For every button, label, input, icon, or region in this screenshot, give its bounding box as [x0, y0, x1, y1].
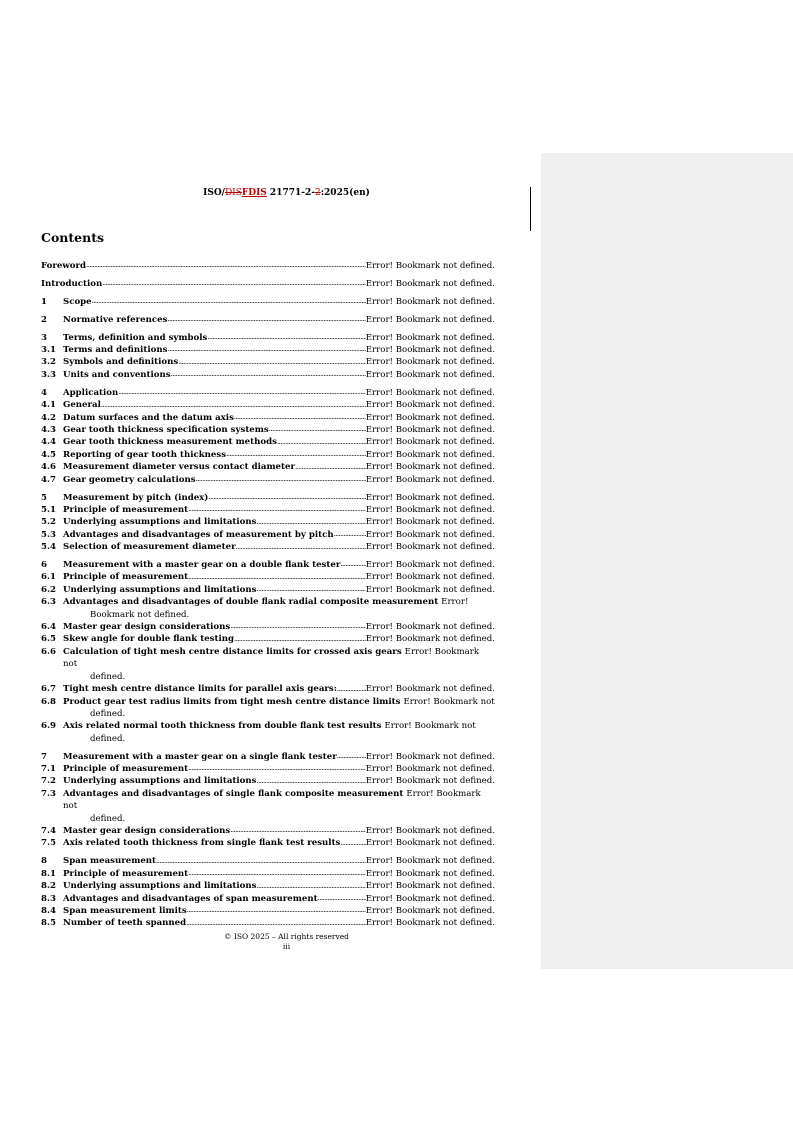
toc-entry[interactable] — [41, 461, 495, 473]
toc-entry-page-ref-continued: Bookmark not defined. — [90, 609, 190, 620]
toc-entry-number: 5.4 — [41, 542, 56, 553]
toc-entry-page-ref: Error! Bookmark not defined. — [365, 906, 495, 916]
toc-entry-number: 2 — [41, 314, 47, 325]
toc-entry-page-ref: Error! Bookmark not defined. — [365, 751, 495, 762]
toc-entry-page-ref: Error! Bookmark not defined. — [365, 474, 495, 485]
toc-entry-title: Tight mesh centre distance limits for parallel axis gears: — [63, 684, 337, 695]
toc-entry-page-ref: Error! Bookmark not defined. — [365, 332, 495, 343]
toc-entry-page-ref: Error! Bookmark not defined. — [365, 400, 495, 411]
toc-entry[interactable] — [41, 412, 495, 424]
toc-entry[interactable] — [41, 260, 495, 272]
toc-entry-number: 7 — [41, 751, 47, 762]
toc-entry-page-ref: Error! Bookmark not defined. — [365, 584, 495, 595]
toc-entry[interactable] — [41, 399, 495, 411]
toc-entry-page-ref: Error! Bookmark not defined. — [365, 357, 495, 368]
toc-entry[interactable] — [41, 332, 495, 344]
toc-entry-number: 8 — [41, 856, 47, 867]
toc-entry-page-ref: Error! Bookmark not defined. — [365, 424, 495, 435]
toc-entry-title: Calculation of tight mesh centre distance limits for crossed axis gears — [63, 646, 402, 657]
toc-entry[interactable] — [41, 314, 495, 326]
toc-leader-dots — [178, 357, 366, 369]
toc-entry-number: 6.8 — [41, 696, 56, 707]
toc-entry-title: Measurement with a master gear on a single flank tester — [63, 751, 337, 762]
toc-entry[interactable] — [41, 516, 495, 528]
toc-entry-page-ref: Error! Bookmark not defined. — [365, 437, 495, 448]
toc-entry[interactable] — [41, 621, 495, 633]
toc-leader-dots — [92, 296, 366, 308]
toc-leader-dots — [207, 332, 365, 344]
toc-entry[interactable] — [41, 775, 495, 787]
toc-entry-title: General — [63, 400, 101, 411]
toc-entry-title: Master gear design considerations — [63, 622, 231, 633]
toc-entry-number: 7.4 — [41, 826, 56, 837]
toc-entry-page-ref: Error! Bookmark not defined. — [365, 517, 495, 528]
toc-entry-title: Symbols and definitions — [63, 357, 179, 368]
toc-leader-dots — [118, 387, 366, 399]
toc-leader-dots — [269, 424, 366, 436]
toc-entry-title: Gear tooth thickness measurement methods — [63, 437, 277, 448]
toc-entry[interactable] — [41, 559, 495, 571]
page-number: iii — [282, 942, 291, 951]
toc-entry-page-ref: Error! Bookmark not defined. — [365, 764, 495, 775]
toc-leader-dots — [337, 751, 366, 763]
toc-entry-title: Advantages and disadvantages of single flank composite measurement — [63, 788, 404, 799]
toc-entry-page-ref: Error! Bookmark not — [63, 788, 481, 812]
toc-leader-dots — [167, 344, 365, 356]
toc-leader-dots — [188, 868, 366, 880]
toc-entry-page-ref: Error! Bookmark not defined. — [365, 492, 495, 503]
toc-entry-number: 4.4 — [41, 437, 56, 448]
toc-entry-title: Measurement with a master gear on a double flank tester — [63, 560, 341, 571]
toc-entry-title: Application — [63, 387, 119, 398]
toc-entry-number: 8.2 — [41, 881, 56, 892]
toc-entry-title: Principle of measurement — [63, 868, 189, 879]
toc-entry-number: 7.5 — [41, 838, 56, 849]
toc-entry-number: 3.3 — [41, 369, 56, 380]
toc-entry[interactable] — [41, 917, 495, 929]
toc-entry-title: Gear geometry calculations — [63, 474, 196, 485]
toc-entry-number: 8.1 — [41, 868, 56, 879]
toc-entry[interactable] — [41, 474, 495, 486]
toc-entry-page-ref: Error! Bookmark not defined. — [365, 856, 495, 867]
toc-entry-number: 7.2 — [41, 776, 56, 787]
toc-entry-title: Advantages and disadvantages of double flank radial composite measurement — [63, 597, 439, 608]
toc-leader-dots — [196, 474, 366, 486]
toc-entry-page-ref: Error! Bookmark not defined. — [365, 918, 495, 929]
toc-leader-dots — [230, 621, 366, 633]
toc-leader-dots — [337, 684, 366, 696]
toc-entry-page-ref-continued: defined. — [90, 733, 126, 744]
toc-entry-title: Selection of measurement diameter — [63, 542, 236, 553]
toc-leader-dots — [340, 559, 365, 571]
toc-leader-dots — [256, 584, 365, 596]
toc-entry-page-ref: Error! Bookmark not defined. — [365, 504, 495, 515]
header-deleted-text: DIS — [224, 188, 242, 198]
toc-leader-dots — [188, 504, 366, 516]
toc-entry-page-ref: Error! Bookmark not defined. — [365, 838, 495, 849]
toc-entry-page-ref: Error! Bookmark not defined. — [365, 634, 495, 645]
toc-entry-page-ref: Error! Bookmark not defined. — [365, 622, 495, 633]
toc-entry-number: 3.2 — [41, 357, 56, 368]
toc-entry-number: 6.9 — [41, 721, 56, 732]
toc-entry-title: Product gear test radius limits from tight mesh centre distance limits — [63, 696, 401, 707]
toc-entry[interactable] — [41, 720, 495, 745]
toc-entry-page-ref: Error! Bookmark not defined. — [365, 412, 495, 423]
toc-entry-page-ref: Error! Bookmark not defined. — [365, 261, 495, 271]
toc-entry[interactable] — [41, 584, 495, 596]
toc-leader-dots — [171, 369, 366, 381]
toc-entry-title: Principle of measurement — [63, 764, 189, 775]
toc-entry-title: Datum surfaces and the datum axis — [63, 412, 234, 423]
toc-entry[interactable] — [41, 596, 495, 621]
toc-entry-page-ref: Error! Bookmark not defined. — [365, 462, 495, 473]
toc-entry-number: 8.5 — [41, 918, 56, 929]
toc-entry-number: 4.2 — [41, 412, 56, 423]
toc-entry-number: 4.1 — [41, 400, 56, 411]
toc-entry-title: Number of teeth spanned — [63, 918, 187, 929]
toc-leader-dots — [102, 278, 366, 290]
toc-entry-page-ref: Error! Bookmark not defined. — [365, 684, 495, 695]
toc-leader-dots — [186, 918, 366, 930]
toc-entry-number: 4.7 — [41, 474, 56, 485]
toc-entry[interactable] — [41, 855, 495, 867]
toc-entry[interactable] — [41, 278, 495, 290]
toc-entry-page-ref: Error! Bookmark not — [384, 721, 476, 732]
toc-entry-title: Master gear design considerations — [63, 826, 231, 837]
toc-entry-number: 6.2 — [41, 584, 56, 595]
toc-entry-page-ref: Error! Bookmark not defined. — [365, 345, 495, 356]
toc-entry[interactable] — [41, 296, 495, 308]
toc-entry-title: Foreword — [41, 261, 87, 271]
toc-entry-title: Advantages and disadvantages of span measurement — [63, 893, 318, 904]
toc-entry[interactable] — [41, 356, 495, 368]
toc-entry-number: 4.5 — [41, 449, 56, 460]
toc-entry-title: Principle of measurement — [63, 572, 189, 583]
toc-entry-number: 3.1 — [41, 345, 56, 356]
toc-entry[interactable] — [41, 529, 495, 541]
toc-entry-number: 4.3 — [41, 424, 56, 435]
toc-entry-title: Axis related tooth thickness from single flank test results — [63, 838, 341, 849]
toc-entry-title: Skew angle for double flank testing — [63, 634, 235, 645]
toc-leader-dots — [86, 260, 366, 272]
toc-entry-page-ref: Error! Bookmark not defined. — [365, 881, 495, 892]
toc-entry-title: Principle of measurement — [63, 504, 189, 515]
toc-entry-title: Underlying assumptions and limitations — [63, 584, 257, 595]
toc-entry-page-ref: Error! Bookmark not — [63, 646, 480, 670]
toc-leader-dots — [156, 856, 366, 868]
toc-entry[interactable] — [41, 788, 495, 825]
toc-leader-dots — [234, 634, 366, 646]
toc-entry-page-ref: Error! Bookmark not — [403, 696, 495, 707]
toc-leader-dots — [256, 776, 365, 788]
toc-entry[interactable] — [41, 504, 495, 516]
toc-entry[interactable] — [41, 868, 495, 880]
toc-entry-page-ref: Error! Bookmark not defined. — [365, 572, 495, 583]
toc-entry-number: 6.4 — [41, 622, 56, 633]
toc-entry-title: Underlying assumptions and limitations — [63, 881, 257, 892]
toc-entry[interactable] — [41, 387, 495, 399]
toc-entry-number: 8.3 — [41, 893, 56, 904]
toc-entry-number: 5.3 — [41, 529, 56, 540]
toc-entry-title: Scope — [63, 296, 92, 307]
toc-entry-page-ref: Error! Bookmark not defined. — [365, 296, 495, 307]
toc-entry-page-ref: Error! Bookmark not defined. — [365, 449, 495, 460]
toc-leader-dots — [236, 542, 366, 554]
toc-leader-dots — [234, 412, 366, 424]
toc-entry[interactable] — [41, 825, 495, 837]
header-prefix: ISO/ — [203, 188, 225, 198]
toc-entry-number: 6 — [41, 560, 47, 571]
toc-leader-dots — [256, 517, 365, 529]
toc-leader-dots — [295, 462, 366, 474]
comment-pane — [541, 153, 793, 969]
toc-entry-title: Measurement diameter versus contact diameter — [63, 462, 295, 473]
toc-entry-number: 3 — [41, 332, 47, 343]
toc-entry-number: 8.4 — [41, 906, 56, 916]
toc-entry-title: Span measurement — [63, 856, 157, 867]
toc-entry-title: Underlying assumptions and limitations — [63, 776, 257, 787]
toc-entry-page-ref: Error! Bookmark not defined. — [365, 529, 495, 540]
toc-entry-number: 6.1 — [41, 572, 56, 583]
toc-entry-number: 6.7 — [41, 684, 56, 695]
header-inserted-text: FDIS — [241, 188, 267, 198]
toc-entry-page-ref-continued: defined. — [90, 708, 126, 719]
toc-entry-number: 6.5 — [41, 634, 56, 645]
page-title: Contents — [41, 230, 105, 245]
toc-leader-dots — [340, 838, 365, 850]
toc-leader-dots — [334, 529, 366, 541]
toc-entry[interactable] — [41, 905, 495, 917]
toc-entry[interactable] — [41, 696, 495, 721]
toc-entry-page-ref: Error! Bookmark not defined. — [365, 868, 495, 879]
toc-entry-page-ref: Error! Bookmark not defined. — [365, 542, 495, 553]
toc-entry-page-ref: Error! Bookmark not defined. — [365, 826, 495, 837]
toc-leader-dots — [230, 825, 366, 837]
toc-entry-page-ref: Error! Bookmark not defined. — [365, 387, 495, 398]
toc-leader-dots — [318, 893, 366, 905]
toc-entry[interactable] — [41, 646, 495, 683]
toc-entry[interactable] — [41, 751, 495, 763]
toc-entry-number: 7.3 — [41, 788, 56, 799]
toc-entry-title: Normative references — [63, 314, 168, 325]
toc-leader-dots — [188, 572, 366, 584]
toc-entry-title: Reporting of gear tooth thickness — [63, 449, 227, 460]
toc-entry-title: Span measurement limits — [63, 906, 187, 916]
toc-entry-number: 4 — [41, 387, 47, 398]
toc-entry-page-ref: Error! Bookmark not defined. — [365, 776, 495, 787]
toc-entry[interactable] — [41, 683, 495, 695]
toc-entry[interactable] — [41, 369, 495, 381]
toc-entry-title: Units and conventions — [63, 369, 171, 380]
toc-entry-number: 5 — [41, 492, 47, 503]
toc-entry-page-ref: Error! Bookmark not defined. — [365, 893, 495, 904]
toc-entry-title: Introduction — [41, 278, 103, 289]
toc-entry-title: Measurement by pitch (index) — [63, 492, 209, 503]
toc-entry[interactable] — [41, 492, 495, 504]
toc-entry-page-ref: Error! Bookmark not defined. — [365, 314, 495, 325]
toc-entry-title: Gear tooth thickness specification systems — [63, 424, 269, 435]
toc-entry-page-ref: Error! Bookmark not defined. — [365, 560, 495, 571]
page-footer — [0, 932, 573, 952]
toc-entry[interactable] — [41, 763, 495, 775]
toc-entry[interactable] — [41, 344, 495, 356]
toc-entry[interactable] — [41, 837, 495, 849]
toc-entry[interactable] — [41, 424, 495, 436]
toc-entry[interactable] — [41, 633, 495, 645]
toc-entry[interactable] — [41, 436, 495, 448]
toc-entry-number: 4.6 — [41, 462, 56, 473]
document-header — [0, 188, 573, 198]
toc-leader-dots — [256, 881, 365, 893]
toc-leader-dots — [277, 437, 366, 449]
header-suffix: :2025(en) — [320, 188, 370, 198]
toc-entry-number: 6.6 — [41, 646, 56, 657]
toc-leader-dots — [226, 449, 366, 461]
toc-entry[interactable] — [41, 893, 495, 905]
toc-entry-title: Terms, definition and symbols — [63, 332, 208, 343]
header-number: 21771-2- — [266, 188, 315, 198]
toc-leader-dots — [187, 905, 366, 917]
toc-entry-page-ref-continued: defined. — [90, 813, 126, 824]
toc-leader-dots — [188, 763, 366, 775]
toc-leader-dots — [208, 492, 365, 504]
toc-entry-title: Terms and definitions — [63, 345, 168, 356]
toc-entry[interactable] — [41, 571, 495, 583]
table-of-contents — [41, 260, 495, 930]
toc-entry-number: 6.3 — [41, 597, 56, 608]
toc-entry-page-ref: Error! — [441, 597, 469, 608]
toc-entry[interactable] — [41, 880, 495, 892]
toc-entry-title: Advantages and disadvantages of measurement by pitch — [63, 529, 334, 540]
header-deleted-part: 2 — [314, 188, 321, 198]
toc-entry-page-ref: Error! Bookmark not defined. — [365, 369, 495, 380]
toc-leader-dots — [101, 400, 366, 412]
toc-entry-number: 1 — [41, 296, 47, 307]
toc-leader-dots — [167, 314, 365, 326]
toc-entry-number: 5.2 — [41, 517, 56, 528]
toc-entry[interactable] — [41, 449, 495, 461]
toc-entry-title: Axis related normal tooth thickness from double flank test results — [63, 721, 382, 732]
toc-entry[interactable] — [41, 541, 495, 553]
toc-entry-number: 7.1 — [41, 764, 56, 775]
copyright-notice: © ISO 2025 – All rights reserved — [224, 932, 349, 941]
toc-entry-page-ref: Error! Bookmark not defined. — [365, 278, 495, 289]
toc-entry-title: Underlying assumptions and limitations — [63, 517, 257, 528]
toc-entry-page-ref-continued: defined. — [90, 671, 126, 682]
toc-entry-number: 5.1 — [41, 504, 56, 515]
